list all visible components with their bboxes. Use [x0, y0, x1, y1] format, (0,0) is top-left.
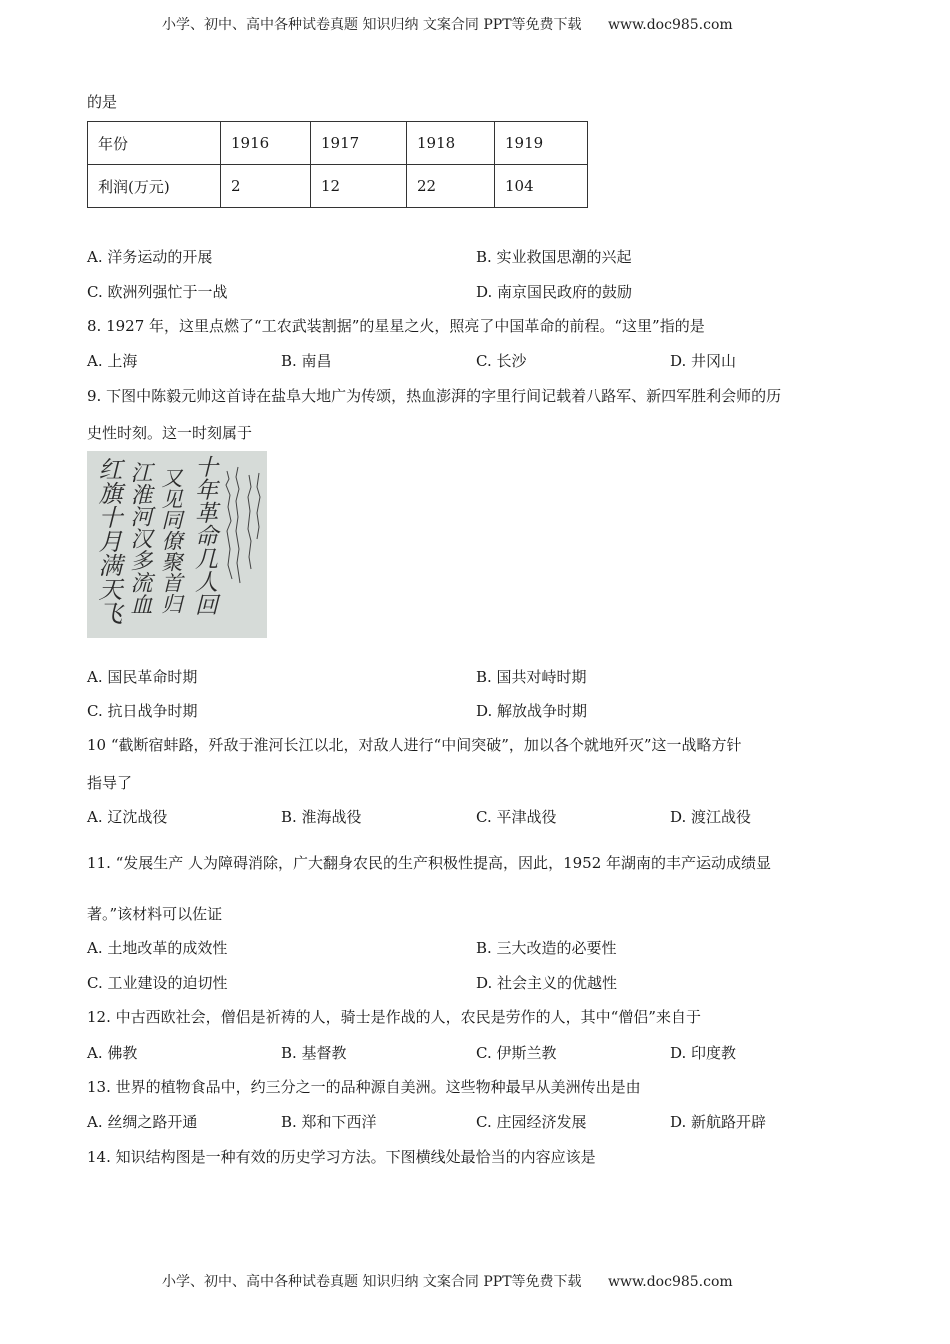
table-cell: 1917 — [311, 122, 407, 165]
q10-option-b[interactable]: B. 淮海战役 — [281, 808, 362, 826]
q11-option-d[interactable]: D. 社会主义的优越性 — [476, 974, 618, 992]
table-cell: 利润(万元) — [88, 165, 221, 208]
q12-text: 12. 中古西欧社会，僧侣是祈祷的人，骑士是作战的人，农民是劳作的人，其中“僧侣”来自于 — [87, 1008, 701, 1026]
footer-title: 小学、初中、高中各种试卷真题 知识归纳 文案合同 PPT等免费下载 — [162, 1274, 582, 1290]
profit-table — [87, 121, 588, 208]
q9-text-line2: 史性时刻。这一时刻属于 — [87, 424, 253, 442]
q10-option-d[interactable]: D. 渡江战役 — [670, 808, 752, 826]
poem-column: 红旗十月满天飞 — [94, 457, 122, 625]
q12-option-b[interactable]: B. 基督教 — [281, 1044, 347, 1062]
q11-option-c[interactable]: C. 工业建设的迫切性 — [87, 974, 228, 992]
q7-option-d[interactable]: D. 南京国民政府的鼓励 — [476, 283, 633, 301]
q9-option-a[interactable]: A. 国民革命时期 — [87, 668, 198, 686]
q11-option-b[interactable]: B. 三大改造的必要性 — [476, 939, 617, 957]
q11-text-line2: 著。”该材料可以佐证 — [87, 905, 223, 923]
q10-text-line1: 10 “截断宿蚌路，歼敌于淮河长江以北，对敌人进行“中间突破”，加以各个就地歼灭”这一战略方针 — [87, 736, 742, 754]
poem-column: 又见同僚聚首归 — [159, 467, 183, 614]
poem-column: 十年革命几人回 — [191, 455, 217, 616]
poem-column: 江淮河汉多流血 — [127, 461, 152, 615]
q7-tail: 的是 — [87, 93, 118, 111]
q7-option-b[interactable]: B. 实业救国思潮的兴起 — [476, 248, 632, 266]
table-cell: 1918 — [407, 122, 495, 165]
calligraphy-poem-image — [87, 451, 267, 638]
page-footer — [162, 1271, 733, 1291]
q12-option-c[interactable]: C. 伊斯兰教 — [476, 1044, 557, 1062]
q7-option-a[interactable]: A. 洋务运动的开展 — [87, 248, 213, 266]
q13-option-a[interactable]: A. 丝绸之路开通 — [87, 1113, 198, 1131]
q8-option-b[interactable]: B. 南昌 — [281, 352, 332, 370]
q11-option-a[interactable]: A. 土地改革的成效性 — [87, 939, 228, 957]
table-cell: 年份 — [88, 122, 221, 165]
table-cell: 1916 — [221, 122, 311, 165]
q14-text: 14. 知识结构图是一种有效的历史学习方法。下图横线处最恰当的内容应该是 — [87, 1148, 596, 1166]
q9-option-c[interactable]: C. 抗日战争时期 — [87, 702, 198, 720]
table-cell: 1919 — [495, 122, 588, 165]
signature-inscription — [221, 465, 265, 605]
q10-option-c[interactable]: C. 平津战役 — [476, 808, 557, 826]
q8-option-d[interactable]: D. 井冈山 — [670, 352, 737, 370]
table-row — [88, 122, 588, 165]
table-row — [88, 165, 588, 208]
q10-option-a[interactable]: A. 辽沈战役 — [87, 808, 168, 826]
table-cell: 12 — [311, 165, 407, 208]
q12-option-d[interactable]: D. 印度教 — [670, 1044, 737, 1062]
q13-option-c[interactable]: C. 庄园经济发展 — [476, 1113, 587, 1131]
header-title: 小学、初中、高中各种试卷真题 知识归纳 文案合同 PPT等免费下载 — [162, 17, 582, 33]
q9-option-b[interactable]: B. 国共对峙时期 — [476, 668, 587, 686]
table-cell: 104 — [495, 165, 588, 208]
q9-option-d[interactable]: D. 解放战争时期 — [476, 702, 588, 720]
q13-option-d[interactable]: D. 新航路开辟 — [670, 1113, 767, 1131]
q8-option-c[interactable]: C. 长沙 — [476, 352, 527, 370]
footer-site[interactable]: www.doc985.com — [607, 1274, 733, 1290]
q13-text: 13. 世界的植物食品中，约三分之一的品种源自美洲。这些物种最早从美洲传出是由 — [87, 1078, 641, 1096]
q9-text-line1: 9. 下图中陈毅元帅这首诗在盐阜大地广为传颂，热血澎湃的字里行间记载着八路军、新四军胜利会师的历 — [87, 387, 782, 405]
q13-option-b[interactable]: B. 郑和下西洋 — [281, 1113, 377, 1131]
header-site[interactable]: www.doc985.com — [607, 17, 733, 33]
table-cell: 22 — [407, 165, 495, 208]
q12-option-a[interactable]: A. 佛教 — [87, 1044, 138, 1062]
q8-option-a[interactable]: A. 上海 — [87, 352, 138, 370]
table-cell: 2 — [221, 165, 311, 208]
page-header — [162, 14, 733, 34]
q8-text: 8. 1927 年，这里点燃了“工农武装割据”的星星之火，照亮了中国革命的前程。“这里”指的是 — [87, 317, 705, 335]
q7-option-c[interactable]: C. 欧洲列强忙于一战 — [87, 283, 228, 301]
q10-text-line2: 指导了 — [87, 774, 133, 792]
q11-text-line1: 11. “发展生产 人为障碍消除，广大翻身农民的生产积极性提高，因此，1952 年湖南的丰产运动成绩显 — [87, 854, 772, 872]
